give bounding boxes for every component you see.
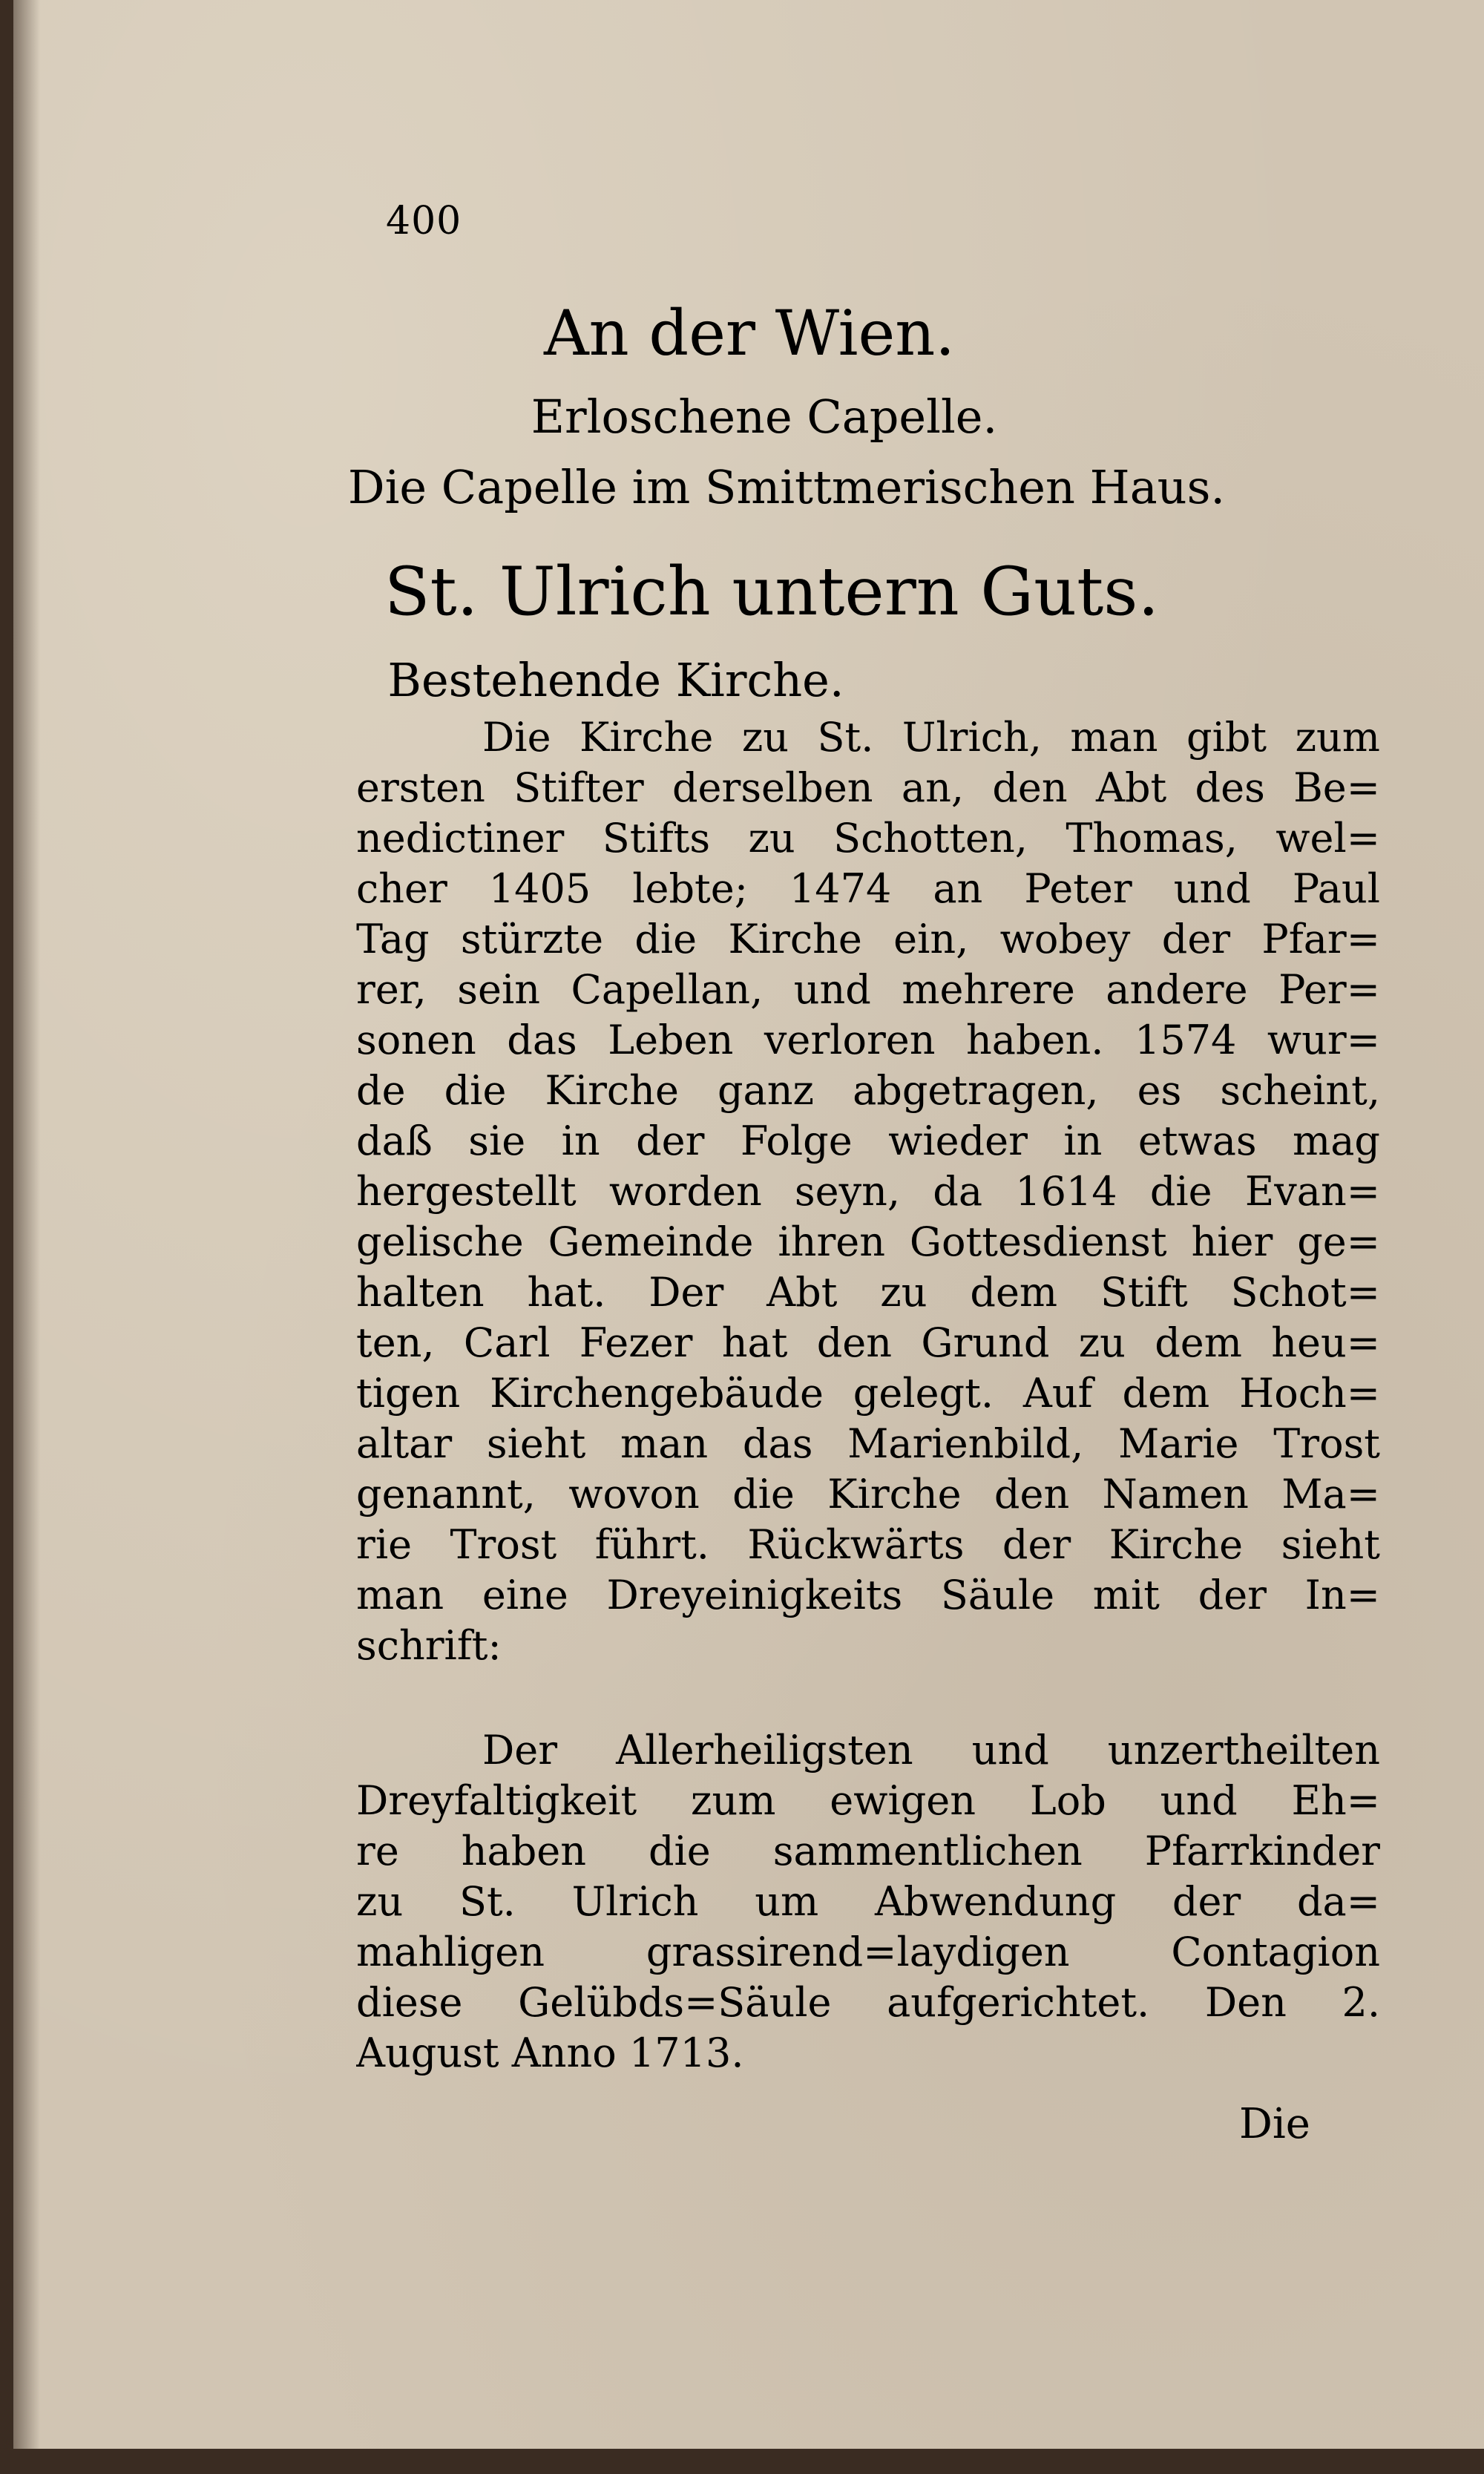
- heading-chapel-name: Die Capelle im Smittmerischen Haus.: [347, 460, 1226, 514]
- text-line: genannt, wovon die Kirche den Namen Ma=: [356, 1471, 1380, 1517]
- heading-place: An der Wien.: [543, 297, 956, 370]
- text-line: man eine Dreyeinigkeits Säule mit der In=: [356, 1572, 1380, 1618]
- text-line: cher 1405 lebte; 1474 an Peter und Paul: [356, 865, 1380, 912]
- heading-extinct-chapel: Erloschene Capelle.: [531, 390, 998, 444]
- heading-existing-church: Bestehende Kirche.: [387, 653, 844, 707]
- page-number: 400: [386, 199, 462, 243]
- inscription-line: August Anno 1713.: [356, 2030, 744, 2076]
- inscription-line: Dreyfaltigkeit zum ewigen Lob und Eh=: [356, 1777, 1380, 1824]
- text-line: rie Trost führt. Rückwärts der Kirche sieht: [356, 1521, 1380, 1568]
- text-line: gelische Gemeinde ihren Gottesdienst hier ge=: [356, 1218, 1380, 1265]
- text-line: daß sie in der Folge wieder in etwas mag: [356, 1118, 1380, 1164]
- catchword: Die: [1239, 2100, 1310, 2148]
- text-line: nedictiner Stifts zu Schotten, Thomas, wel=: [356, 815, 1380, 862]
- text-line: Tag stürzte die Kirche ein, wobey der Pfar=: [356, 916, 1380, 962]
- text-line: altar sieht man das Marienbild, Marie Trost: [356, 1420, 1380, 1467]
- text-line: schrift:: [356, 1622, 502, 1669]
- inscription-line: Der Allerheiligsten und unzertheilten: [482, 1727, 1380, 1774]
- text-line: ten, Carl Fezer hat den Grund zu dem heu=: [356, 1319, 1380, 1366]
- text-line: hergestellt worden seyn, da 1614 die Evan=: [356, 1168, 1380, 1215]
- text-line: tigen Kirchengebäude gelegt. Auf dem Hoch=: [356, 1370, 1380, 1417]
- page-spine-shadow: [13, 0, 40, 2449]
- text-line: Die Kirche zu St. Ulrich, man gibt zum: [482, 714, 1380, 761]
- text-line: halten hat. Der Abt zu dem Stift Schot=: [356, 1269, 1380, 1316]
- inscription-line: diese Gelübds=Säule aufgerichtet. Den 2.: [356, 1979, 1380, 2026]
- inscription-line: mahligen grassirend=laydigen Contagion: [356, 1929, 1380, 1975]
- inscription-line: re haben die sammentlichen Pfarrkinder: [356, 1828, 1380, 1874]
- text-line: de die Kirche ganz abgetragen, es scheint,: [356, 1067, 1380, 1114]
- text-line: ersten Stifter derselben an, den Abt des Be=: [356, 764, 1380, 811]
- paragraph-inscription: [356, 1725, 1380, 2078]
- inscription-line: zu St. Ulrich um Abwendung der da=: [356, 1878, 1380, 1925]
- paragraph-church-history: [356, 712, 1380, 1671]
- text-line: sonen das Leben verloren haben. 1574 wur=: [356, 1017, 1380, 1063]
- heading-place-second: St. Ulrich untern Guts.: [384, 553, 1160, 631]
- text-line: rer, sein Capellan, und mehrere andere Per=: [356, 966, 1380, 1013]
